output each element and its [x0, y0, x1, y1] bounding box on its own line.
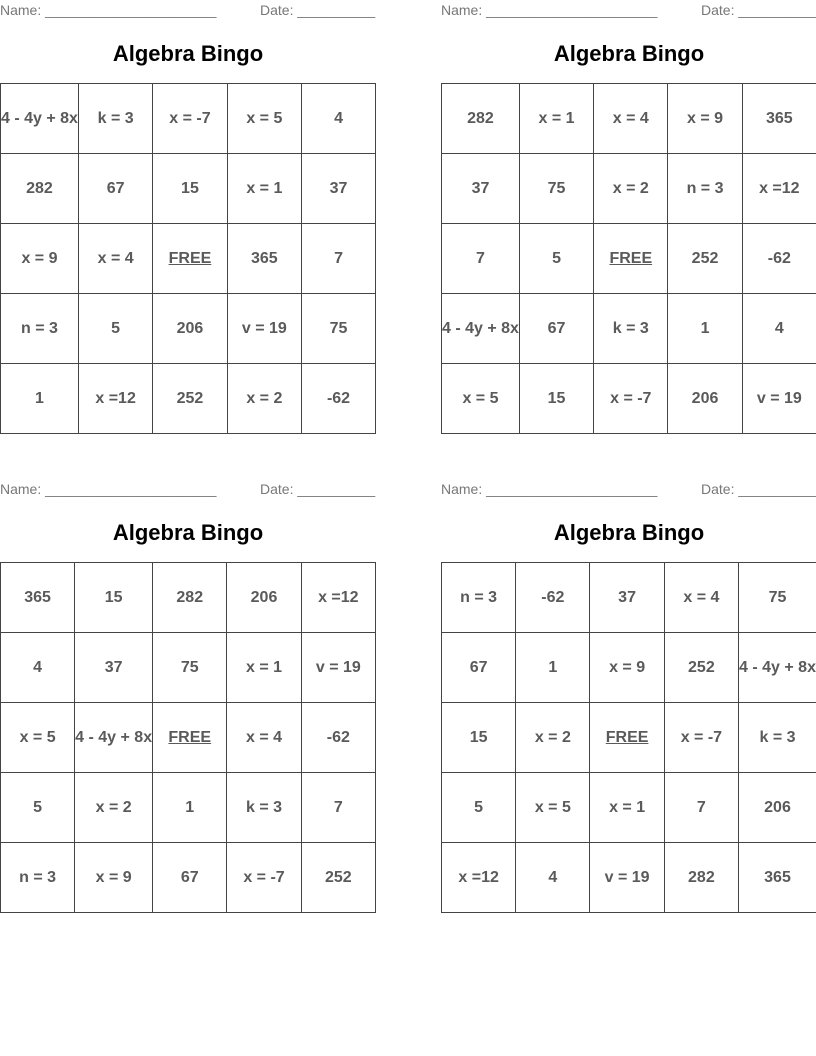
bingo-cell[interactable]: x = 5 [227, 84, 301, 154]
bingo-cell[interactable]: 15 [75, 563, 153, 633]
name-field[interactable]: Name: ______________________ [441, 2, 658, 18]
bingo-card-2 [441, 0, 816, 407]
bingo-cell[interactable]: -62 [301, 703, 375, 773]
bingo-grid [0, 562, 376, 913]
bingo-cell[interactable]: v = 19 [742, 364, 816, 434]
name-date-line [441, 479, 816, 499]
bingo-cell[interactable]: 7 [442, 224, 520, 294]
bingo-row [1, 843, 376, 913]
date-field[interactable]: Date: __________ [701, 2, 816, 18]
free-space[interactable]: FREE [153, 224, 227, 294]
bingo-cell[interactable]: 4 [1, 633, 75, 703]
free-space[interactable]: FREE [590, 703, 664, 773]
bingo-cell[interactable]: x =12 [442, 843, 516, 913]
card-title: Algebra Bingo [112, 520, 264, 545]
bingo-cell[interactable]: 15 [519, 364, 593, 434]
bingo-cell[interactable]: 7 [664, 773, 738, 843]
bingo-cell[interactable]: 206 [153, 294, 227, 364]
bingo-cell[interactable]: x = 4 [664, 563, 738, 633]
bingo-grid [441, 83, 816, 434]
bingo-cell[interactable]: x = 5 [516, 773, 590, 843]
bingo-cell[interactable]: 5 [519, 224, 593, 294]
bingo-row [442, 773, 816, 843]
bingo-row [442, 294, 816, 364]
bingo-cell[interactable]: 67 [153, 843, 227, 913]
date-field[interactable]: Date: __________ [701, 481, 816, 497]
bingo-cell[interactable]: x = 4 [78, 224, 152, 294]
bingo-card-3 [0, 479, 376, 886]
bingo-cell[interactable]: 365 [1, 563, 75, 633]
bingo-cell[interactable]: 67 [519, 294, 593, 364]
bingo-cell[interactable]: x = 9 [668, 84, 742, 154]
bingo-cell[interactable]: x = -7 [594, 364, 668, 434]
bingo-cell[interactable]: k = 3 [739, 703, 816, 773]
bingo-cell[interactable]: x = -7 [664, 703, 738, 773]
bingo-cell[interactable]: 1 [1, 364, 79, 434]
date-field[interactable]: Date: __________ [260, 481, 376, 497]
name-date-line [441, 0, 816, 20]
bingo-grid [0, 83, 376, 434]
bingo-grid [441, 562, 816, 913]
bingo-cell[interactable]: x = 4 [594, 84, 668, 154]
bingo-cell[interactable]: 37 [442, 154, 520, 224]
bingo-cell[interactable]: 4 - 4y + 8x [75, 703, 153, 773]
bingo-cell[interactable]: 252 [668, 224, 742, 294]
bingo-cell[interactable]: 4 [742, 294, 816, 364]
bingo-cell[interactable]: 37 [75, 633, 153, 703]
bingo-cell[interactable]: 15 [153, 154, 227, 224]
bingo-cell[interactable]: 4 - 4y + 8x [1, 84, 79, 154]
bingo-cell[interactable]: n = 3 [668, 154, 742, 224]
card-title: Algebra Bingo [553, 41, 705, 66]
card-title: Algebra Bingo [112, 41, 264, 66]
name-field[interactable]: Name: ______________________ [441, 481, 658, 497]
name-field[interactable]: Name: ______________________ [0, 481, 217, 497]
bingo-cell[interactable]: 7 [301, 773, 375, 843]
bingo-cell[interactable]: 67 [442, 633, 516, 703]
free-space[interactable]: FREE [153, 703, 227, 773]
bingo-cell[interactable]: 252 [301, 843, 375, 913]
bingo-cell[interactable]: v = 19 [227, 294, 301, 364]
bingo-cell[interactable]: 37 [302, 154, 376, 224]
bingo-cell[interactable]: x = 1 [227, 154, 301, 224]
bingo-row [1, 633, 376, 703]
bingo-cell[interactable]: 365 [227, 224, 301, 294]
bingo-card-1 [0, 0, 376, 407]
name-date-line [0, 0, 376, 20]
bingo-cell[interactable]: x = 9 [75, 843, 153, 913]
bingo-cell[interactable]: x = 9 [590, 633, 664, 703]
bingo-cell[interactable]: k = 3 [78, 84, 152, 154]
bingo-row [1, 563, 376, 633]
bingo-cell[interactable]: 4 [516, 843, 590, 913]
bingo-row [1, 154, 376, 224]
bingo-row [1, 294, 376, 364]
bingo-cell[interactable]: x = 1 [590, 773, 664, 843]
bingo-cell[interactable]: 282 [153, 563, 227, 633]
free-space[interactable]: FREE [594, 224, 668, 294]
bingo-cell[interactable]: n = 3 [1, 843, 75, 913]
bingo-row [1, 364, 376, 434]
bingo-cell[interactable]: 206 [739, 773, 816, 843]
bingo-cell[interactable]: x = 5 [442, 364, 520, 434]
bingo-cell[interactable]: 206 [668, 364, 742, 434]
bingo-cell[interactable]: x = 2 [516, 703, 590, 773]
bingo-cell[interactable]: n = 3 [442, 563, 516, 633]
bingo-row [442, 154, 816, 224]
bingo-cell[interactable]: 5 [78, 294, 152, 364]
bingo-cell[interactable]: x =12 [78, 364, 152, 434]
bingo-cell[interactable]: k = 3 [594, 294, 668, 364]
bingo-row [442, 843, 816, 913]
bingo-cell[interactable]: 4 - 4y + 8x [739, 633, 816, 703]
bingo-cell[interactable]: 75 [302, 294, 376, 364]
bingo-cell[interactable]: 5 [1, 773, 75, 843]
bingo-cell[interactable]: 1 [516, 633, 590, 703]
name-date-line [0, 479, 376, 499]
bingo-cell[interactable]: x =12 [301, 563, 375, 633]
bingo-cell[interactable]: 5 [442, 773, 516, 843]
bingo-cell[interactable]: 75 [739, 563, 816, 633]
bingo-cell[interactable]: x = 2 [594, 154, 668, 224]
bingo-cell[interactable]: 1 [153, 773, 227, 843]
bingo-cell[interactable]: 15 [442, 703, 516, 773]
bingo-cell[interactable]: x = 2 [227, 364, 301, 434]
bingo-cell[interactable]: 282 [442, 84, 520, 154]
bingo-cell[interactable]: 206 [227, 563, 301, 633]
bingo-row [442, 633, 816, 703]
bingo-cell[interactable]: k = 3 [227, 773, 301, 843]
bingo-row [442, 224, 816, 294]
bingo-cell[interactable]: 252 [664, 633, 738, 703]
bingo-row [1, 224, 376, 294]
bingo-cell[interactable]: x = 1 [519, 84, 593, 154]
bingo-row [1, 773, 376, 843]
bingo-cell[interactable]: -62 [516, 563, 590, 633]
bingo-cell[interactable]: 4 - 4y + 8x [442, 294, 520, 364]
bingo-row [1, 84, 376, 154]
bingo-row [442, 563, 816, 633]
bingo-row [442, 703, 816, 773]
bingo-cell[interactable]: x = 4 [227, 703, 301, 773]
bingo-cell[interactable]: 67 [78, 154, 152, 224]
bingo-cell[interactable]: 252 [153, 364, 227, 434]
bingo-row [442, 364, 816, 434]
bingo-cell[interactable]: 75 [519, 154, 593, 224]
date-field[interactable]: Date: __________ [260, 2, 376, 18]
bingo-cell[interactable]: v = 19 [590, 843, 664, 913]
bingo-cell[interactable]: 75 [153, 633, 227, 703]
bingo-cell[interactable]: n = 3 [1, 294, 79, 364]
bingo-cell[interactable]: -62 [302, 364, 376, 434]
bingo-cell[interactable]: 282 [664, 843, 738, 913]
bingo-cell[interactable]: x =12 [742, 154, 816, 224]
bingo-cell[interactable]: v = 19 [301, 633, 375, 703]
bingo-cell[interactable]: 4 [302, 84, 376, 154]
bingo-cell[interactable]: x = 9 [1, 224, 79, 294]
bingo-cell[interactable]: x = 2 [75, 773, 153, 843]
bingo-cell[interactable]: 1 [668, 294, 742, 364]
bingo-card-4 [441, 479, 816, 886]
bingo-cell[interactable]: 37 [590, 563, 664, 633]
bingo-cell[interactable]: 282 [1, 154, 79, 224]
bingo-cell[interactable]: x = -7 [153, 84, 227, 154]
bingo-cell[interactable]: x = -7 [227, 843, 301, 913]
name-field[interactable]: Name: ______________________ [0, 2, 217, 18]
bingo-cell[interactable]: 365 [742, 84, 816, 154]
bingo-cell[interactable]: 7 [302, 224, 376, 294]
bingo-row [442, 84, 816, 154]
card-title: Algebra Bingo [553, 520, 705, 545]
bingo-cell[interactable]: x = 5 [1, 703, 75, 773]
bingo-cell[interactable]: x = 1 [227, 633, 301, 703]
bingo-cell[interactable]: -62 [742, 224, 816, 294]
bingo-cell[interactable]: 365 [739, 843, 816, 913]
bingo-row [1, 703, 376, 773]
